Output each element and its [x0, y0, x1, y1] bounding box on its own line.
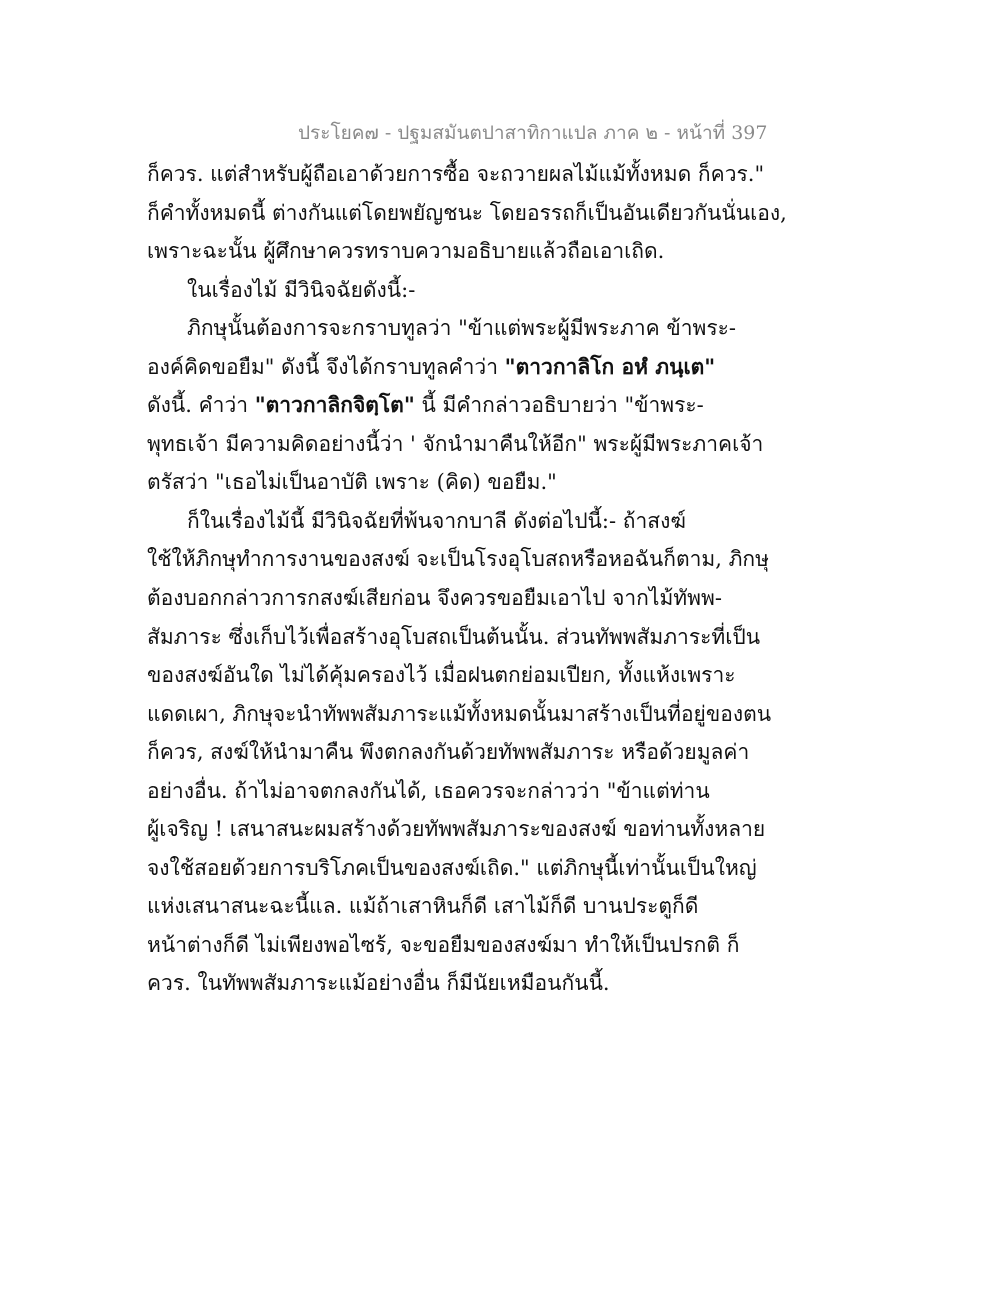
- text-line: [147, 579, 727, 618]
- text-segment: ต้องบอกกล่าวการกสงฆ์เสียก่อน จึงควรขอยืมเอาไป จากไม้ทัพพ-: [147, 586, 722, 611]
- text-segment: ควร. ในทัพพสัมภาระแม้อย่างอื่น ก็มีนัยเหมือนกันนี้.: [147, 971, 610, 996]
- text-segment: นี้ มีคำกล่าวอธิบายว่า "ข้าพระ-: [414, 393, 704, 418]
- text-line: [147, 656, 736, 695]
- text-line: [147, 887, 727, 926]
- text-segment: ของสงฆ์อันใด ไม่ได้คุ้มครองไว้ เมื่อฝนตกย่อมเปียก, ทั้งแห้งเพราะ: [147, 663, 736, 688]
- text-line: [147, 155, 765, 194]
- text-line: [147, 386, 727, 425]
- bold-term: "ตาวกาลิโก อหํ ภนฺเต": [504, 353, 716, 379]
- text-segment: ก็คำทั้งหมดนี้ ต่างกันแต่โดยพยัญชนะ โดยอรรถก็เป็นอันเดียวกันนั่นเอง,: [147, 200, 787, 225]
- bold-term: "ตาวกาลิกจิตฺโต": [254, 392, 415, 418]
- text-line: [147, 502, 727, 541]
- text-line: [147, 271, 727, 310]
- text-line: [147, 733, 750, 772]
- text-segment: แดดเผา, ภิกษุจะนำทัพพสัมภาระแม้ทั้งหมดนั้นมาสร้างเป็นที่อยู่ของตน: [147, 701, 772, 726]
- text-line: [147, 695, 772, 734]
- text-segment: อย่างอื่น. ถ้าไม่อาจตกลงกันได้, เธอควรจะกล่าวว่า "ข้าแต่ท่าน: [147, 778, 710, 803]
- text-line: [147, 425, 764, 464]
- text-segment: ใช้ให้ภิกษุทำการงานของสงฆ์ จะเป็นโรงอุโบสถหรือหอฉันก็ตาม, ภิกษุ: [147, 547, 769, 572]
- text-segment: องค์คิดขอยืม" ดังนี้ จึงได้กราบทูลคำว่า: [147, 354, 505, 379]
- text-line: [147, 540, 769, 579]
- text-segment: ภิกษุนั้นต้องการจะกราบทูลว่า "ข้าแต่พระผู้มีพระภาค ข้าพระ-: [187, 316, 737, 341]
- text-line: [147, 309, 737, 348]
- text-segment: ในเรื่องไม้ มีวินิจฉัยดังนี้:-: [187, 277, 416, 302]
- text-segment: ก็ในเรื่องไม้นี้ มีวินิจฉัยที่พ้นจากบาลี ดังต่อไปนี้:- ถ้าสงฆ์: [187, 508, 686, 533]
- running-header: ประโยค๗ - ปฐมสมันตปาสาทิกาแปล ภาค ๒ - หน้าที่ 397: [298, 122, 768, 144]
- text-line: [147, 348, 727, 387]
- text-line: [147, 232, 727, 271]
- body-text: [147, 155, 787, 1003]
- text-line: [147, 964, 727, 1003]
- text-segment: ก็ควร, สงฆ์ให้นำมาคืน พึงตกลงกันด้วยทัพพสัมภาระ หรือด้วยมูลค่า: [147, 740, 750, 765]
- text-segment: ดังนี้. คำว่า: [147, 393, 255, 418]
- text-line: [147, 618, 761, 657]
- text-segment: ผู้เจริญ ! เสนาสนะผมสร้างด้วยทัพพสัมภาระของสงฆ์ ขอท่านทั้งหลาย: [147, 817, 766, 842]
- text-segment: จงใช้สอยด้วยการบริโภคเป็นของสงฆ์เถิด." แต่ภิกษุนี้เท่านั้นเป็นใหญ่: [147, 855, 757, 880]
- text-segment: หน้าต่างก็ดี ไม่เพียงพอไซร้, จะขอยืมของสงฆ์มา ทำให้เป็นปรกติ ก็: [147, 932, 740, 957]
- text-segment: แห่งเสนาสนะฉะนี้แล. แม้ถ้าเสาหินก็ดี เสาไม้ก็ดี บานประตูก็ดี: [147, 894, 699, 919]
- text-line: [147, 810, 766, 849]
- text-line: [147, 772, 727, 811]
- text-line: [147, 463, 727, 502]
- text-segment: ก็ควร. แต่สำหรับผู้ถือเอาด้วยการซื้อ จะถวายผลไม้แม้ทั้งหมด ก็ควร.": [147, 162, 765, 186]
- text-line: [147, 194, 787, 233]
- text-segment: พุทธเจ้า มีความคิดอย่างนี้ว่า ' จักนำมาคืนให้อีก" พระผู้มีพระภาคเจ้า: [147, 431, 764, 456]
- text-line: [147, 926, 740, 965]
- text-segment: สัมภาระ ซึ่งเก็บไว้เพื่อสร้างอุโบสถเป็นต้นนั้น. ส่วนทัพพสัมภาระที่เป็น: [147, 624, 761, 649]
- text-line: [147, 849, 757, 888]
- text-segment: ตรัสว่า "เธอไม่เป็นอาบัติ เพราะ (คิด) ขอยืม.": [147, 470, 557, 495]
- text-segment: เพราะฉะนั้น ผู้ศึกษาควรทราบความอธิบายแล้วถือเอาเถิด.: [147, 239, 665, 264]
